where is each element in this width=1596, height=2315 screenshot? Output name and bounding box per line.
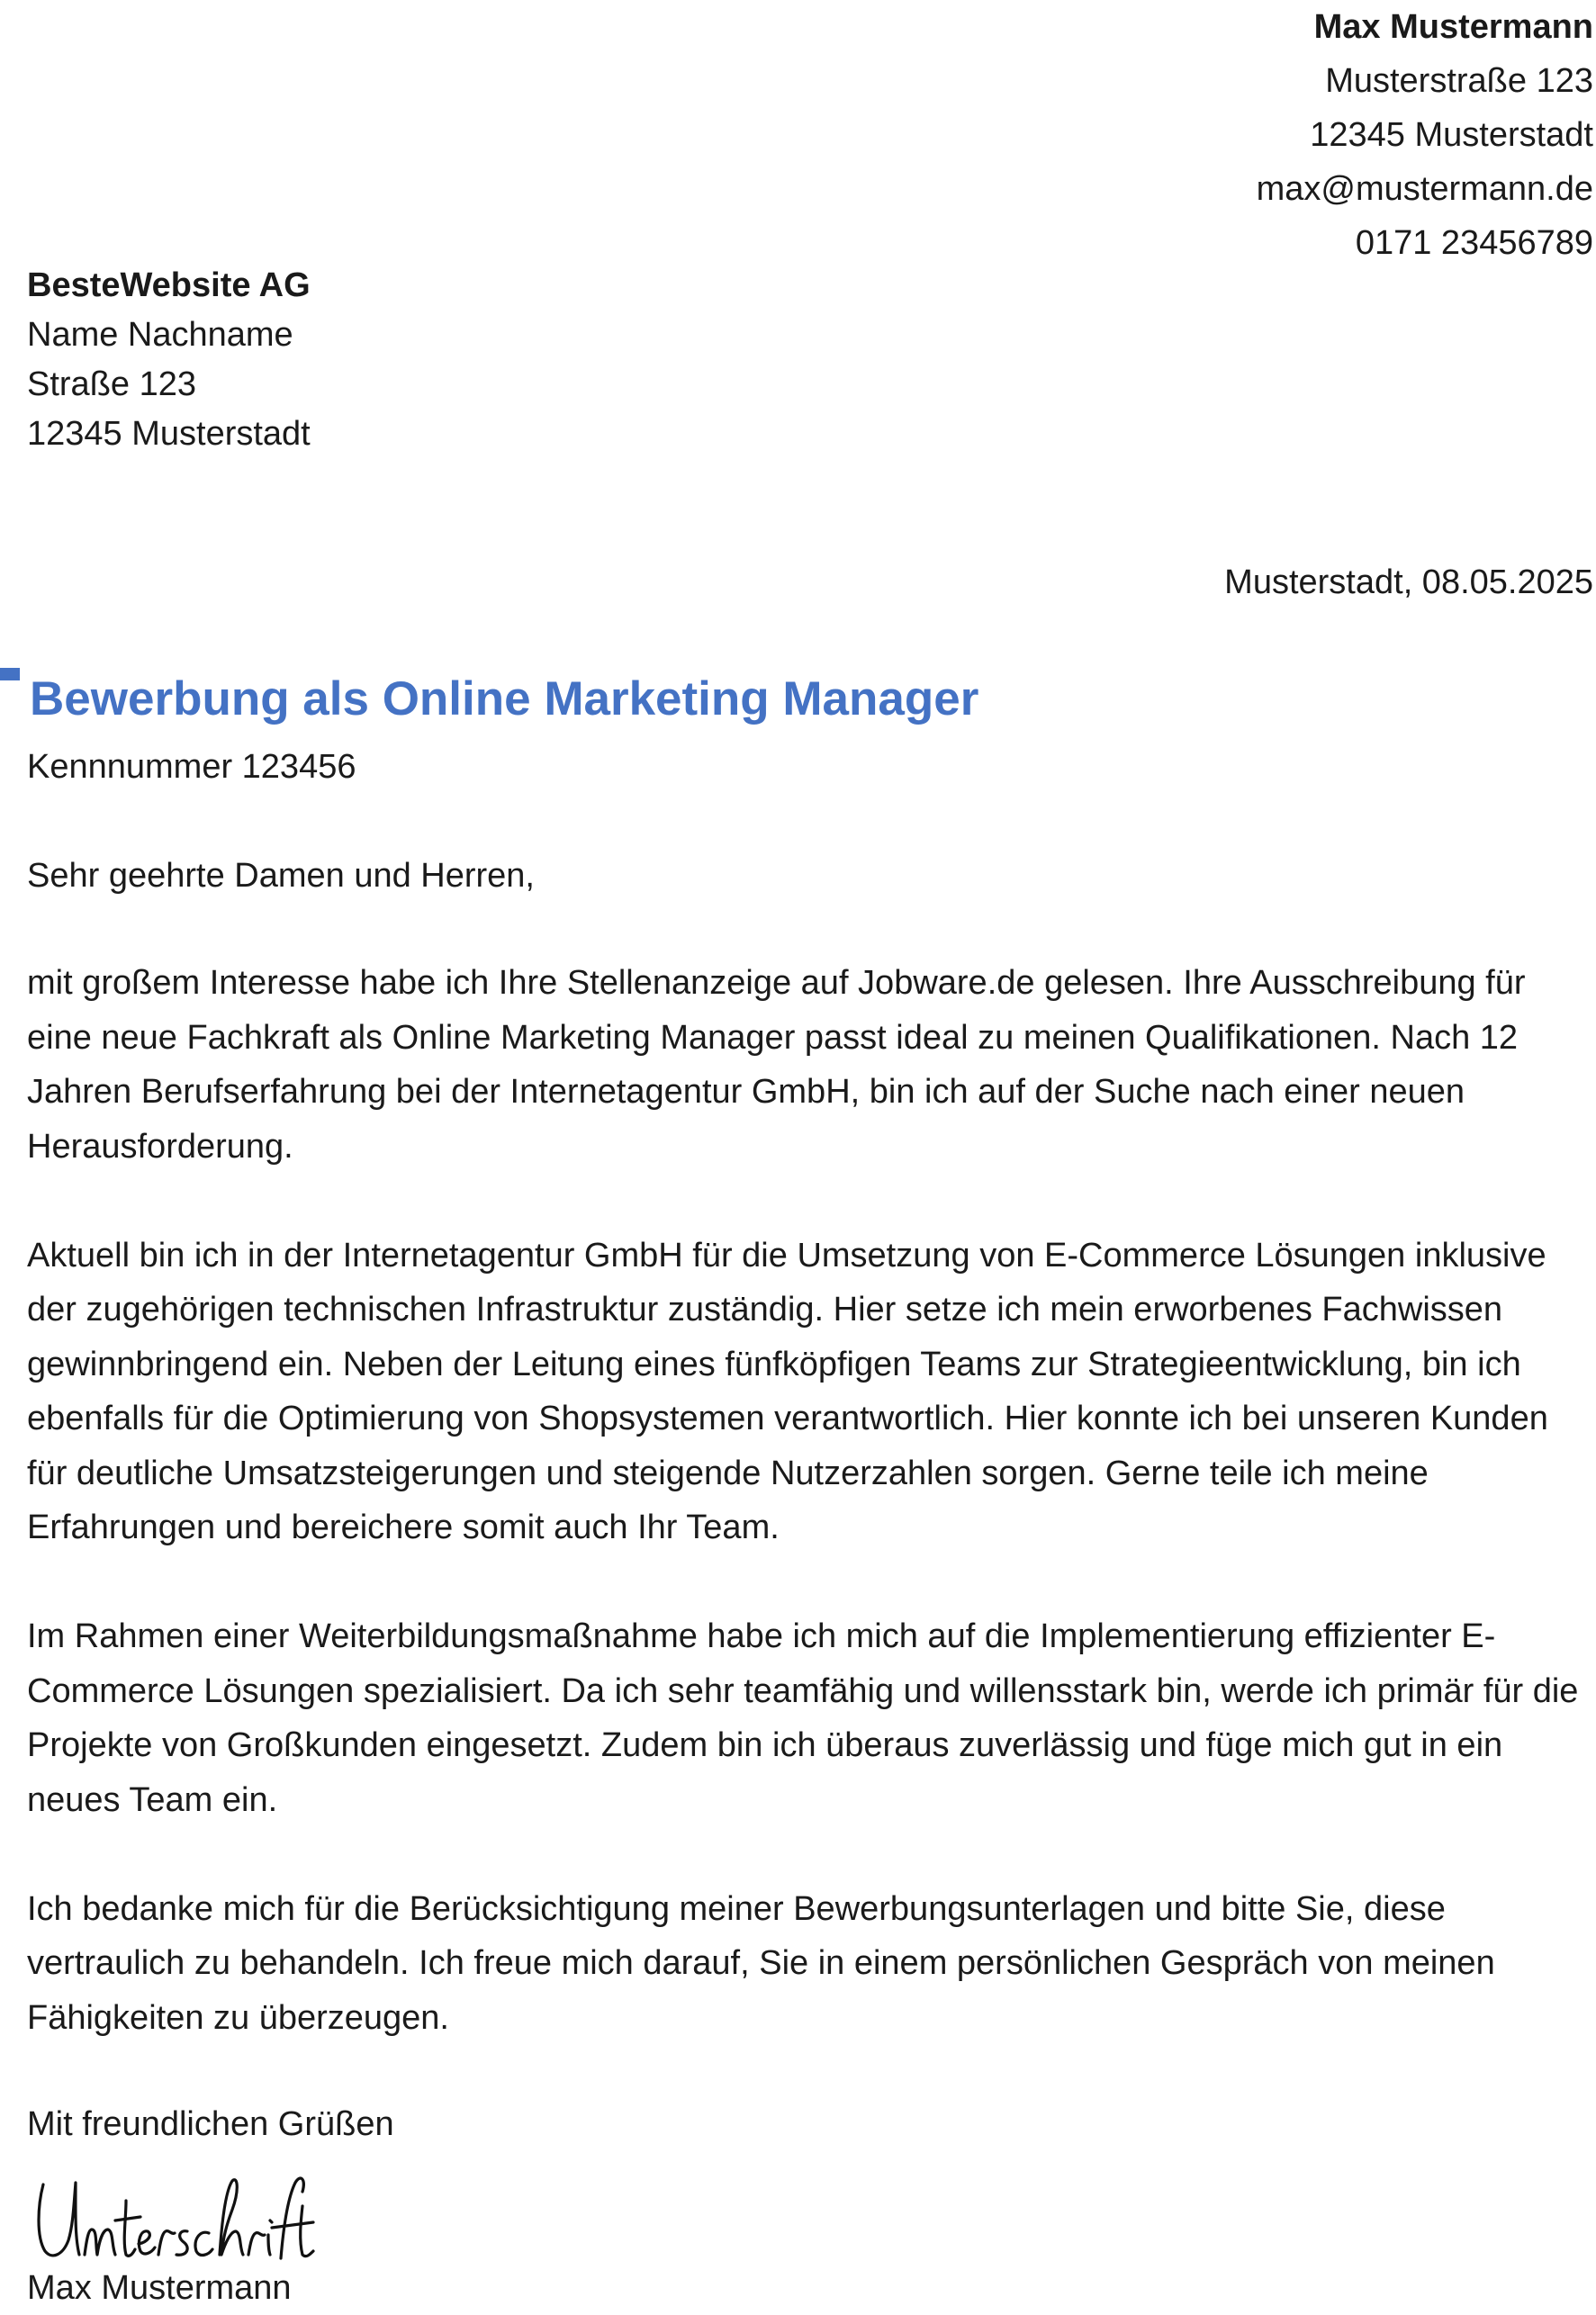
handwritten-signature — [32, 2165, 320, 2264]
salutation: Sehr geehrte Damen und Herren, — [27, 857, 535, 895]
recipient-street: Straße 123 — [27, 365, 196, 403]
sender-phone: 0171 23456789 — [1355, 224, 1593, 262]
recipient-company: BesteWebsite AG — [27, 266, 311, 304]
sender-email: max@mustermann.de — [1256, 170, 1593, 208]
signer-name: Max Mustermann — [27, 2269, 292, 2307]
closing-phrase: Mit freundlichen Grüßen — [27, 2105, 394, 2143]
body-paragraph-2: Aktuell bin ich in der Internetagentur GmbH für die Umsetzung von E-Commerce Lösungen inklusive der zugehörigen technischen Infrastruktur zuständig. Hier setze ich mein erworbenes Fachwissen gewinnbringend ein. Neben der Leitung eines fünfköpfigen Teams zur Strategieentwicklung, bin ich ebenfalls für die Optimierung von Shopsystemen verantwortlich. Hier konnte ich bei unseren Kunden für deutliche Umsatzsteigerungen und steigende Nutzerzahlen sorgen. Gerne teile ich meine Erfahrungen und bereichere somit auch Ihr Team. — [27, 1236, 1548, 1546]
body-paragraph-3: Im Rahmen einer Weiterbildungsmaßnahme habe ich mich auf die Implementierung effizienter E-Commerce Lösungen spezialisiert. Da ich sehr teamfähig und willensstark bin, werde ich primär für die Projekte von Großkunden eingesetzt. Zudem bin ich überaus zuverlässig und füge mich gut in ein neues Team ein. — [27, 1617, 1579, 1819]
recipient-block — [27, 261, 311, 459]
subject-heading: Bewerbung als Online Marketing Manager — [30, 672, 979, 725]
letter-date: Musterstadt, 08.05.2025 — [1224, 563, 1593, 601]
heading-marker — [0, 668, 20, 680]
body-paragraph-1: mit großem Interesse habe ich Ihre Stellenanzeige auf Jobware.de gelesen. Ihre Ausschreibung für eine neue Fachkraft als Online Marketing Manager passt ideal zu meinen Qualifikationen. Nach 12 Jahren Berufserfahrung bei der Internetagentur GmbH, bin ich auf der Suche nach einer neuen Herausforderung. — [27, 964, 1526, 1166]
sender-street: Musterstraße 123 — [1325, 62, 1593, 100]
reference-number: Kennnummer 123456 — [27, 748, 356, 786]
sender-block — [1257, 0, 1593, 270]
body-paragraph-4: Ich bedanke mich für die Berücksichtigung meiner Bewerbungsunterlagen und bitte Sie, diese vertraulich zu behandeln. Ich freue mich darauf, Sie in einem persönlichen Gespräch von meinen Fähigkeiten zu überzeugen. — [27, 1889, 1495, 2037]
recipient-contact: Name Nachname — [27, 316, 293, 354]
recipient-city: 12345 Musterstadt — [27, 415, 311, 453]
sender-city: 12345 Musterstadt — [1310, 116, 1593, 154]
sender-name: Max Mustermann — [1313, 8, 1593, 46]
letter-body — [27, 956, 1593, 2100]
